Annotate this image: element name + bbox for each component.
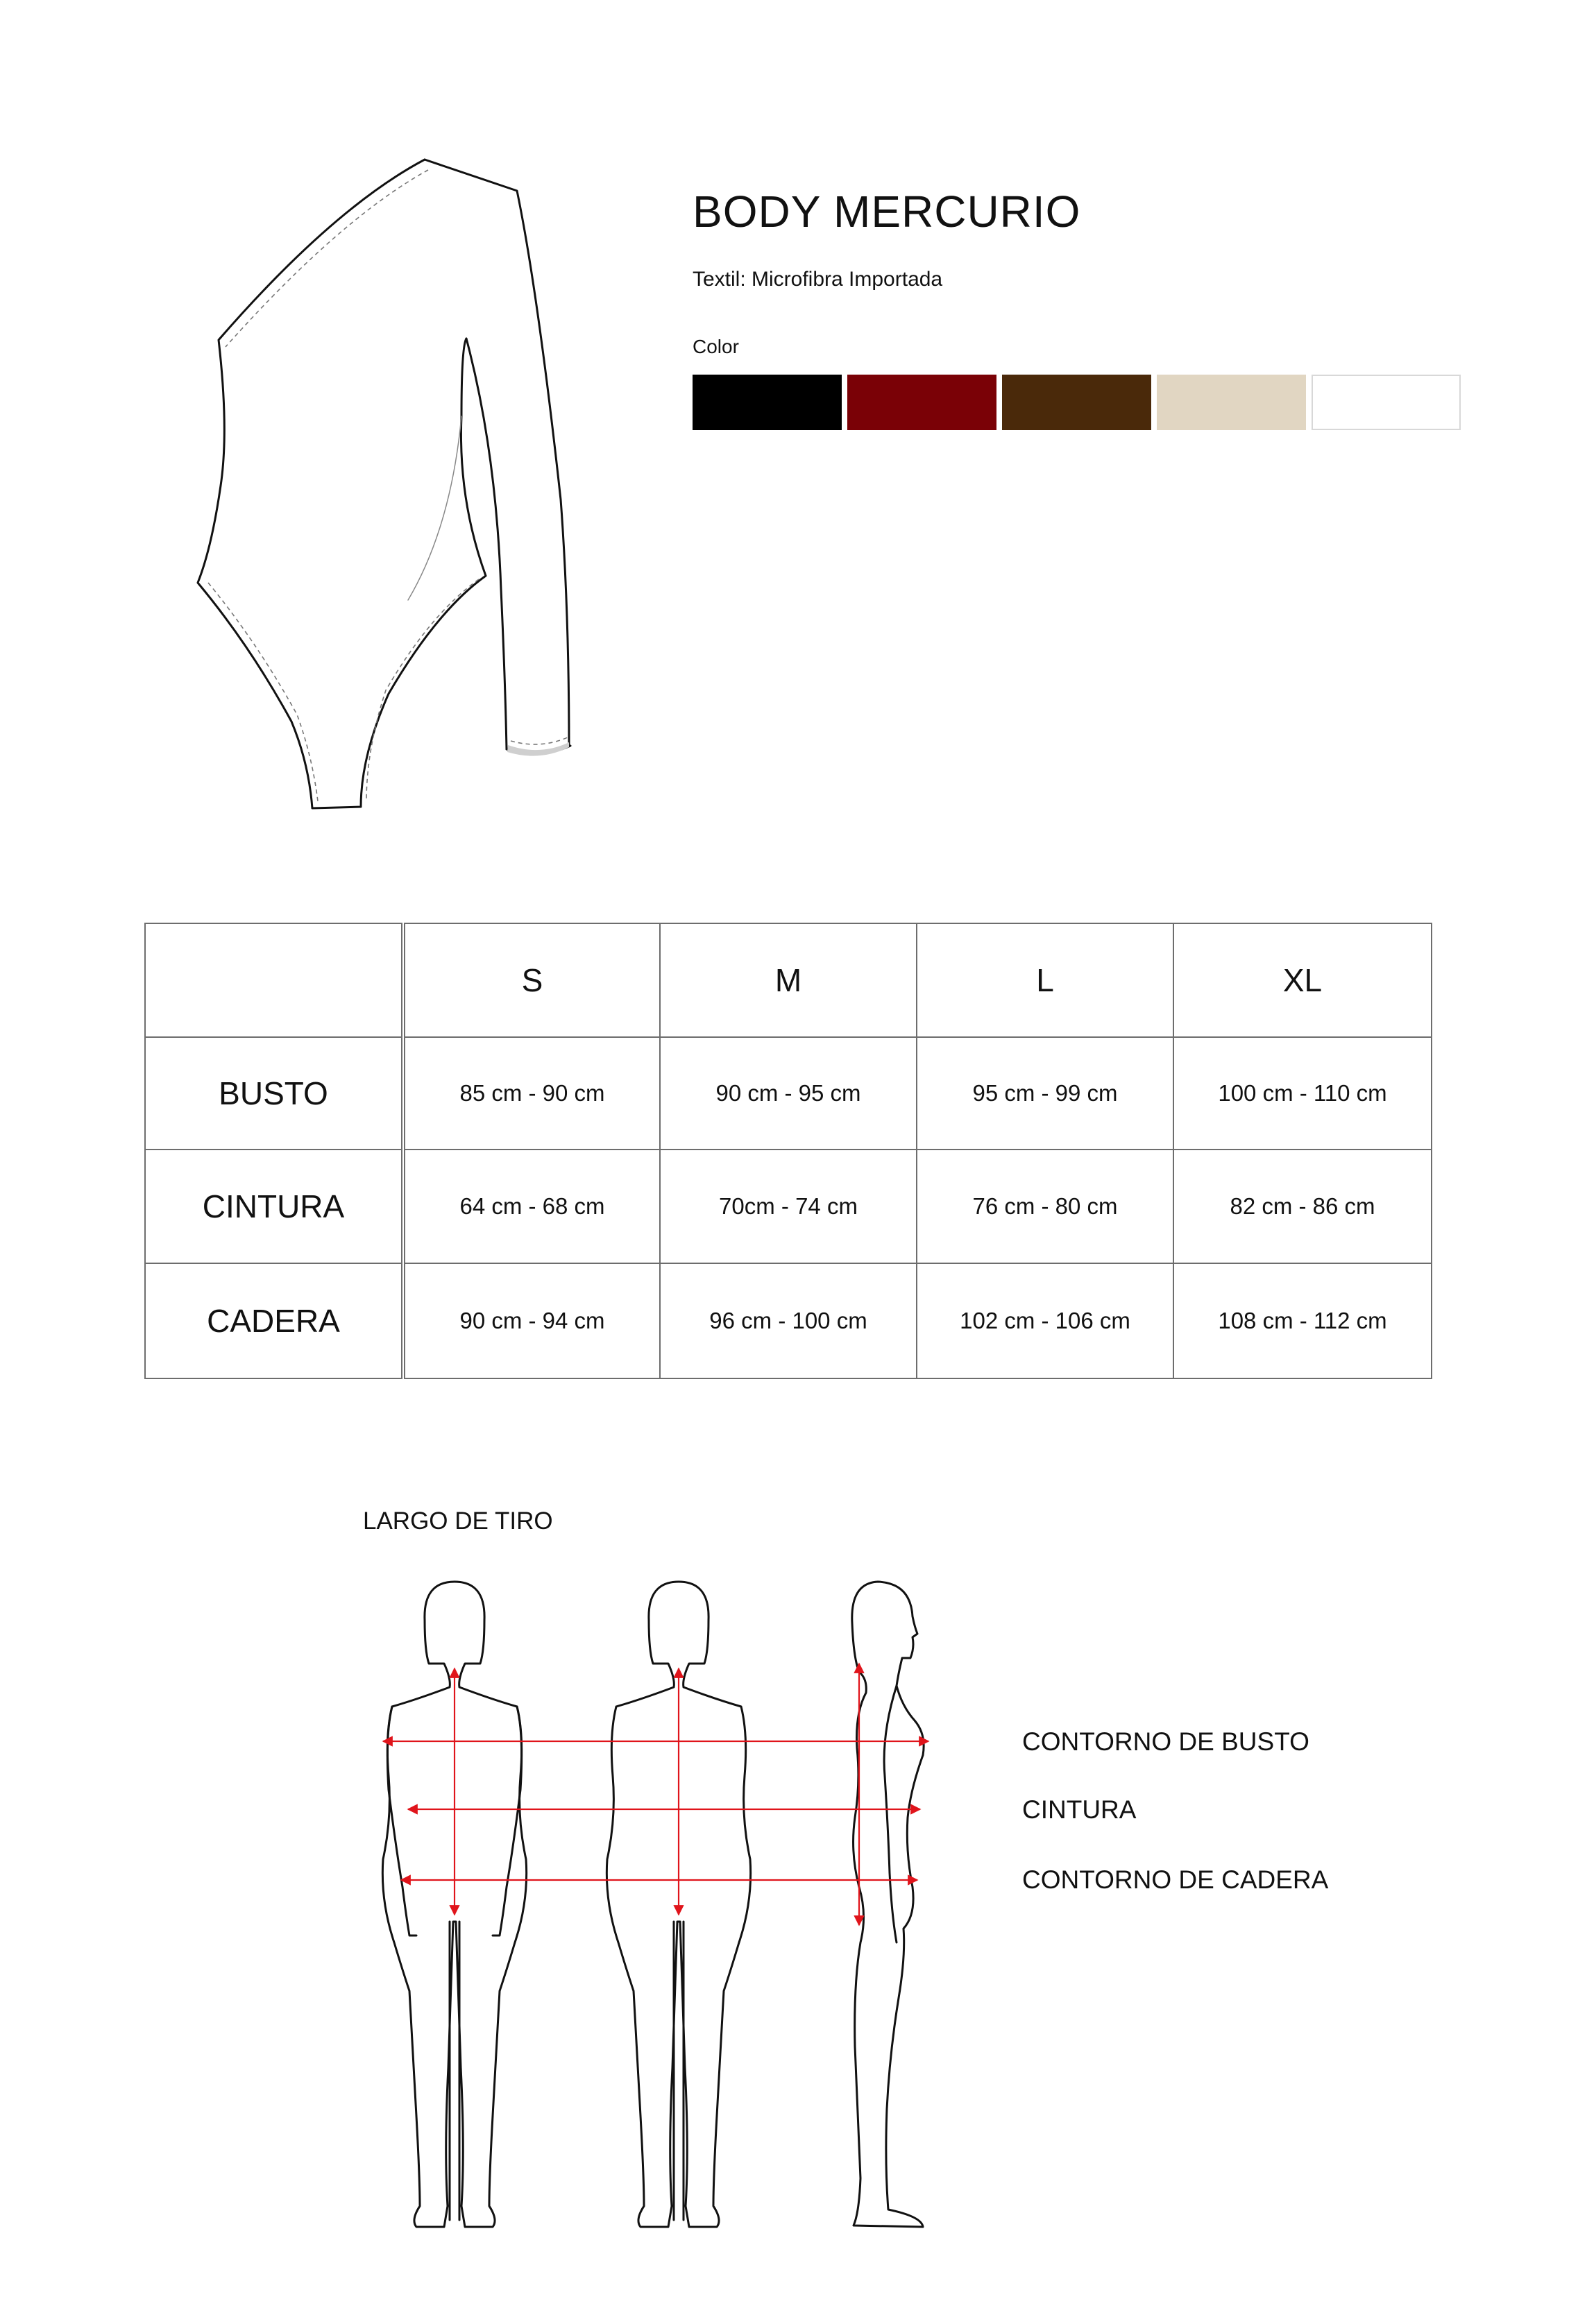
row-label: CINTURA (145, 1150, 403, 1263)
fabric-info: Textil: Microfibra Importada (693, 268, 943, 291)
header-size-s: S (403, 923, 660, 1037)
color-label: Color (693, 336, 739, 357)
measure-label-cintura: CINTURA (1022, 1795, 1137, 1824)
table-cell: 64 cm - 68 cm (403, 1150, 660, 1263)
measure-label-busto: CONTORNO DE BUSTO (1022, 1727, 1309, 1756)
header-size-m: M (660, 923, 917, 1037)
row-label: BUSTO (145, 1037, 403, 1150)
measure-label-cadera: CONTORNO DE CADERA (1022, 1865, 1329, 1894)
table-cell: 82 cm - 86 cm (1173, 1150, 1432, 1263)
table-cell: 90 cm - 94 cm (403, 1263, 660, 1378)
table-cell: 100 cm - 110 cm (1173, 1037, 1432, 1150)
table-cell: 95 cm - 99 cm (917, 1037, 1173, 1150)
table-cell: 70cm - 74 cm (660, 1150, 917, 1263)
table-cell: 102 cm - 106 cm (917, 1263, 1173, 1378)
row-label: CADERA (145, 1263, 403, 1378)
table-cell: 96 cm - 100 cm (660, 1263, 917, 1378)
largo-de-tiro-label: LARGO DE TIRO (363, 1507, 553, 1535)
header-size-l: L (917, 923, 1173, 1037)
product-title: BODY MERCURIO (693, 187, 1081, 237)
table-cell: 90 cm - 95 cm (660, 1037, 917, 1150)
figure-side (852, 1582, 924, 2227)
table-cell: 76 cm - 80 cm (917, 1150, 1173, 1263)
header-size-xl: XL (1173, 923, 1432, 1037)
table-cell: 85 cm - 90 cm (403, 1037, 660, 1150)
table-cell: 108 cm - 112 cm (1173, 1263, 1432, 1378)
